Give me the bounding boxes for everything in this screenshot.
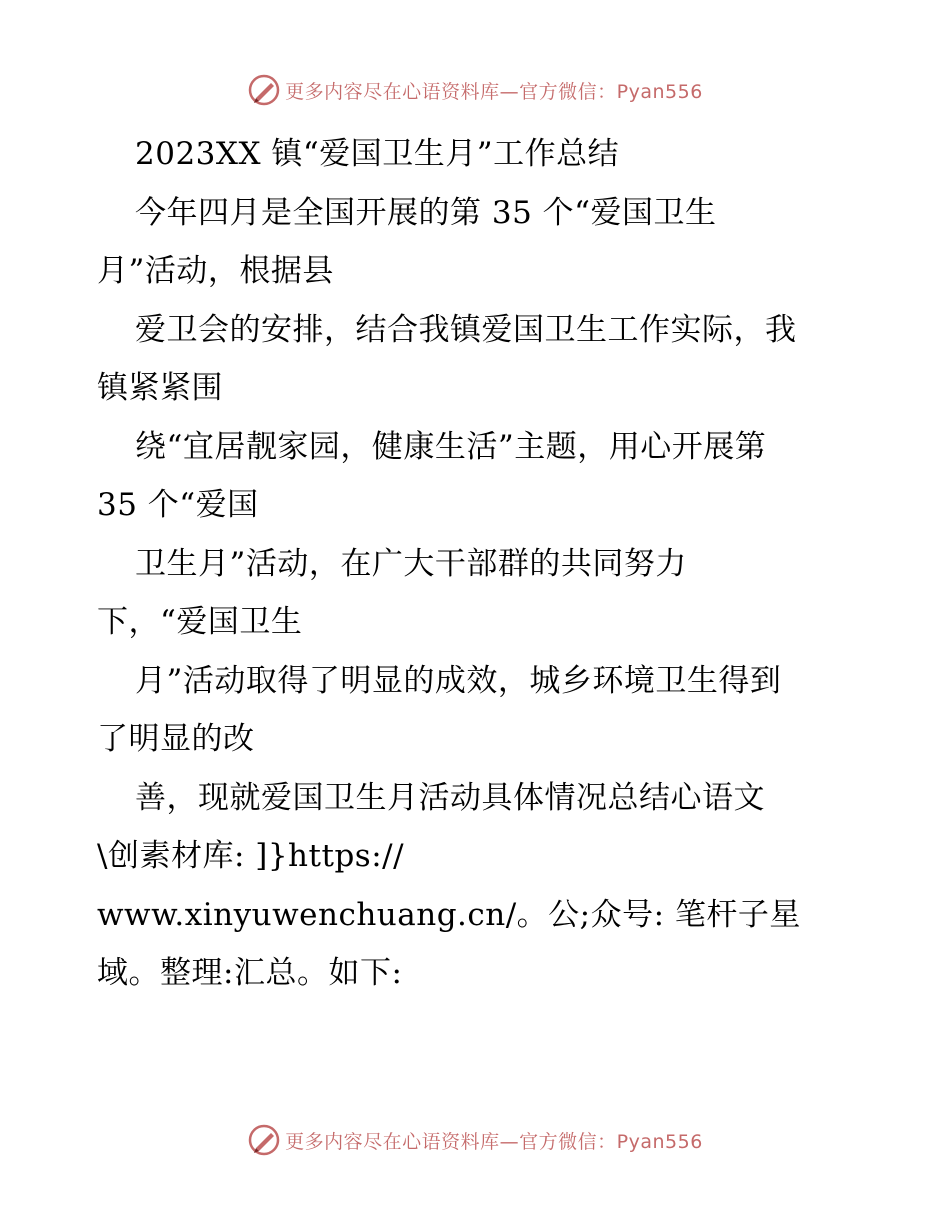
paragraph-line: \创素材库: ]}https://: [97, 838, 405, 874]
paragraph-line: 域。整理:汇总。如下:: [97, 955, 403, 991]
paragraph-line: 镇紧紧围: [97, 370, 223, 406]
footer-banner: [0, 1120, 950, 1160]
header-banner: [0, 70, 950, 110]
document-body: [97, 125, 877, 1003]
document-title: 2023XX 镇“爱国卫生月”工作总结: [135, 136, 620, 172]
pen-circle-icon: [247, 73, 281, 107]
paragraph-line: 月”活动取得了明显的成效，城乡环境卫生得到: [135, 662, 782, 699]
banner-text: 更多内容尽在心语资料库—官方微信：Pyan556: [285, 1130, 703, 1153]
paragraph-line: 绕“宜居靓家园，健康生活”主题，用心开展第: [135, 428, 767, 465]
paragraph-line: 了明显的改: [97, 721, 255, 757]
paragraph-line: 爱卫会的安排，结合我镇爱国卫生工作实际，我: [135, 311, 797, 348]
paragraph-line: 35 个“爱国: [97, 487, 259, 523]
paragraph-line: 卫生月”活动，在广大干部群的共同努力: [135, 545, 687, 582]
banner-text: 更多内容尽在心语资料库—官方微信：Pyan556: [285, 80, 703, 103]
paragraph-line: 今年四月是全国开展的第 35 个“爱国卫生: [135, 194, 717, 231]
pen-circle-icon: [247, 1123, 281, 1157]
paragraph-line: 月”活动，根据县: [97, 253, 334, 289]
paragraph-line: 下，“爱国卫生: [97, 604, 303, 640]
paragraph-line: 善，现就爱国卫生月活动具体情况总结心语文: [135, 779, 765, 816]
paragraph-line: www.xinyuwenchuang.cn/。公;众号: 笔杆子星: [97, 896, 801, 933]
